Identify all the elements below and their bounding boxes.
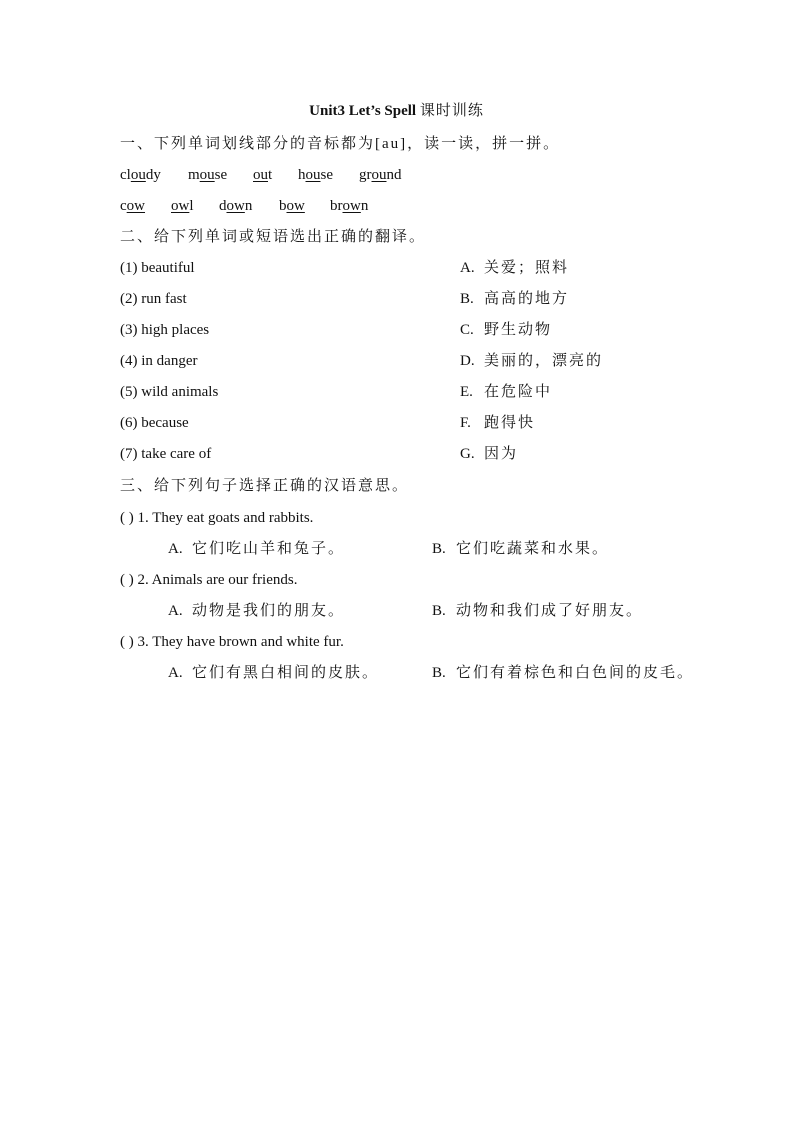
word-owl: owl	[171, 198, 194, 214]
question-2: ( ) 2. Animals are our friends.	[120, 572, 298, 588]
word-bow: bow	[279, 198, 305, 214]
section1-heading: 一、下列单词划线部分的音标都为[au]，读一读，拼一拼。	[120, 136, 561, 152]
word-cloudy: cloudy	[120, 167, 161, 183]
question-1-option-b: B. 它们吃蔬菜和水果。	[432, 541, 610, 557]
title-english: Unit3 Let’s Spell	[309, 103, 417, 119]
word-down: down	[219, 198, 253, 214]
word-ground: ground	[359, 167, 402, 183]
match-item-7-right: G. 因为	[460, 446, 519, 462]
match-item-3-right: C. 野生动物	[460, 322, 553, 338]
title-chinese: 课时训练	[419, 103, 484, 119]
match-item-6-right: F. 跑得快	[460, 415, 536, 431]
question-2-option-a: A. 动物是我们的朋友。	[168, 603, 346, 619]
question-3-option-b: B. 它们有着棕色和白色间的皮毛。	[432, 665, 695, 681]
word-house: house	[298, 167, 333, 183]
word-mouse: mouse	[188, 167, 228, 183]
match-item-2-right: B. 高高的地方	[460, 291, 570, 307]
match-item-5-left: (5) wild animals	[120, 384, 219, 400]
match-item-5-right: E. 在危险中	[460, 384, 553, 400]
match-item-1-left: (1) beautiful	[120, 260, 195, 276]
match-item-1-right: A. 关爱；照料	[460, 260, 570, 276]
match-item-3-left: (3) high places	[120, 322, 210, 338]
section2-heading: 二、给下列单词或短语选出正确的翻译。	[120, 229, 427, 245]
match-item-7-left: (7) take care of	[120, 446, 212, 462]
word-out: out	[253, 167, 273, 183]
question-3: ( ) 3. They have brown and white fur.	[120, 634, 344, 650]
page-title	[0, 100, 793, 122]
question-2-option-b: B. 动物和我们成了好朋友。	[432, 603, 644, 619]
word-brown: brown	[330, 198, 369, 214]
section3-heading: 三、给下列句子选择正确的汉语意思。	[120, 478, 410, 494]
match-item-2-left: (2) run fast	[120, 291, 187, 307]
match-item-4-left: (4) in danger	[120, 353, 198, 369]
match-item-4-right: D. 美丽的，漂亮的	[460, 353, 604, 369]
question-1-option-a: A. 它们吃山羊和兔子。	[168, 541, 346, 557]
question-1: ( ) 1. They eat goats and rabbits.	[120, 510, 314, 526]
question-3-option-a: A. 它们有黑白相间的皮肤。	[168, 665, 380, 681]
word-cow: cow	[120, 198, 146, 214]
match-item-6-left: (6) because	[120, 415, 189, 431]
